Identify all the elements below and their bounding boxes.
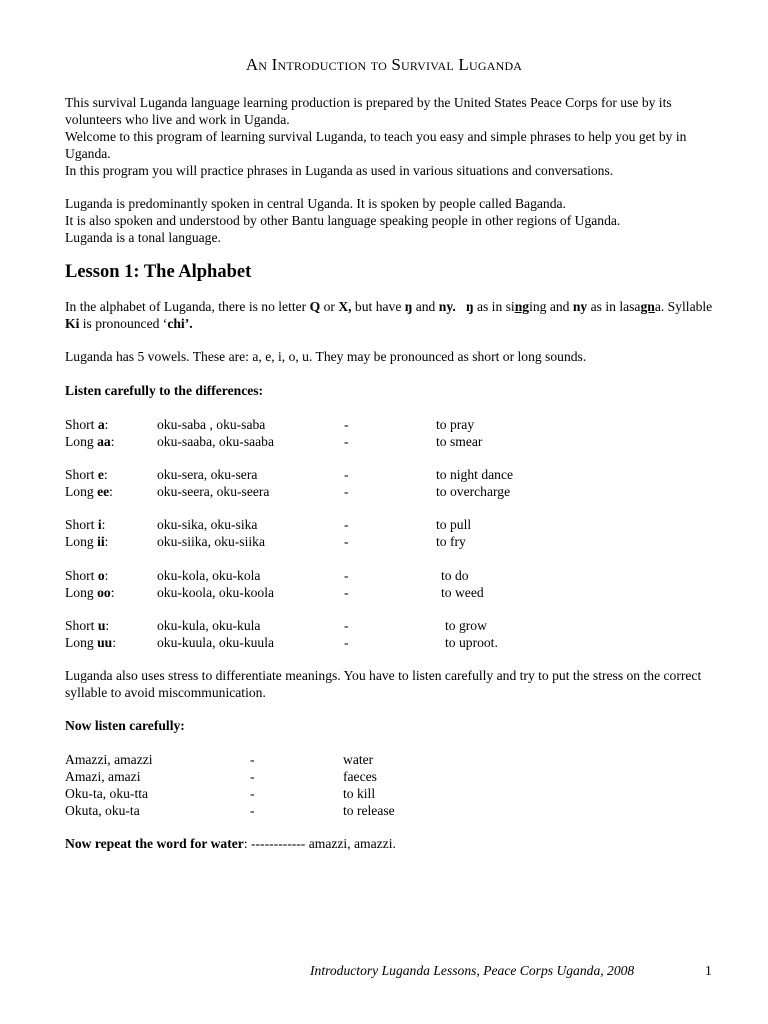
dash: - [344,467,349,482]
pronunciation-chi: chi’. [167,315,193,331]
vowels-paragraph: Luganda has 5 vowels. These are: a, e, i, o, u. They may be pronounced as short or long sounds. [65,349,587,364]
letter-q: Q [309,299,321,314]
about-line: It is also spoken and understood by other Bantu language speaking people in other regions of Uganda. [65,212,621,228]
word: Amazzi, amazzi [65,752,153,767]
example-words: oku-kula, oku-kula [157,618,261,633]
underlined-ng: ng [514,299,530,314]
meaning: to smear [436,434,483,449]
syllable-ki: Ki [65,315,80,331]
alphabet-paragraph [65,299,715,333]
meaning: to release [343,803,395,818]
meaning: water [343,752,374,767]
example-words: oku-sera, oku-sera [157,467,258,482]
vowel-label: Long uu: [65,635,116,650]
example-words: oku-saba , oku-saba [157,417,266,432]
letter-eng: ŋ [465,299,474,314]
about-line: Luganda is predominantly spoken in central Uganda. It is spoken by people called Baganda. [65,196,566,211]
dash: - [344,517,349,532]
text-run: but have [351,299,405,314]
vowel-row [0,618,768,635]
example-words: oku-siika, oku-siika [157,534,265,549]
vowel-label: Long ii: [65,534,109,549]
vowel-label: Long oo: [65,585,115,600]
about-paragraph [65,196,715,247]
word: Oku-ta, oku-tta [65,786,149,801]
meaning: to pull [436,517,472,532]
dash: - [250,752,255,767]
example-words: oku-sika, oku-sika [157,517,258,532]
letter-ny: ny [572,299,588,314]
repeat-instruction [65,836,715,853]
page-number: 1 [705,963,712,978]
page-footer: Introductory Luganda Lessons, Peace Corps Uganda, 2008 [310,963,635,978]
dash: - [344,417,349,432]
vowel-label: Short i: [65,517,106,532]
document-title: An Introduction to Survival Luganda [245,55,523,74]
vowel-label: Long aa: [65,434,115,449]
vowel-row [0,635,768,652]
dash: - [344,568,349,583]
vowel-row [0,484,768,501]
letter-eng: ŋ [404,299,413,314]
text-run: ing and [529,299,573,314]
letter-x: X, [338,299,352,314]
meaning: faeces [343,769,377,784]
intro-line: This survival Luganda language learning production is prepared by the United States Peace Corps for use by its volunteers who live and work in Uganda. [65,95,672,127]
meaning: to grow [445,618,487,633]
stress-paragraph: Luganda also uses stress to differentiate meanings. You have to listen carefully and try to put the stress on the correct syllable to avoid miscommunication. [65,668,702,700]
word: Amazi, amazi [65,769,141,784]
lesson-heading: Lesson 1: The Alphabet [65,262,252,282]
vowel-label: Short e: [65,467,108,482]
example-words: oku-koola, oku-koola [157,585,275,600]
text-run: is pronounced ‘ [79,315,168,331]
dash: - [344,585,349,600]
meaning: to night dance [436,467,514,482]
vowel-row [0,534,768,551]
vowel-row [0,585,768,602]
vowel-label: Short a: [65,417,109,432]
text-run: and [412,299,439,314]
vowel-row [0,517,768,534]
word-row [0,786,768,803]
vowel-row [0,434,768,451]
listen-heading: Listen carefully to the differences: [65,383,264,398]
repeat-answer: : ------------ amazzi, amazzi. [243,836,396,851]
word-row [0,803,768,820]
vowel-label: Short u: [65,618,110,633]
dash: - [344,434,349,449]
text-run: or [320,299,339,314]
example-words: oku-kuula, oku-kuula [157,635,275,650]
word-row [0,769,768,786]
intro-line: In this program you will practice phrases in Luganda as used in various situations and conversations. [65,162,614,178]
meaning: to do [441,568,469,583]
vowel-row [0,417,768,434]
text-run: In the alphabet of Luganda, there is no letter [65,299,310,314]
text-run [456,299,466,314]
example-words: oku-saaba, oku-saaba [157,434,275,449]
example-words: oku-kola, oku-kola [157,568,261,583]
intro-line: Welcome to this program of learning survival Luganda, to teach you easy and simple phrases to help you get by in Uganda. [65,128,687,161]
text-run: as in lasa [587,299,641,314]
word-row [0,752,768,769]
text-run: a. Syllable [654,299,713,314]
dash: - [344,534,349,549]
example-words: oku-seera, oku-seera [157,484,270,499]
meaning: to overcharge [436,484,511,499]
dash: - [344,618,349,633]
letter-ny: ny. [438,299,456,314]
vowel-row [0,568,768,585]
meaning: to uproot. [445,635,498,650]
vowel-label: Short o: [65,568,109,583]
dash: - [344,484,349,499]
repeat-label: Now repeat the word for water [65,836,244,851]
text-run: as in si [473,299,515,314]
dash: - [250,803,255,818]
now-listen-heading: Now listen carefully: [65,718,185,733]
dash: - [344,635,349,650]
about-line: Luganda is a tonal language. [65,229,221,245]
meaning: to kill [343,786,376,801]
vowel-label: Long ee: [65,484,113,499]
meaning: to weed [441,585,484,600]
intro-paragraph [65,95,715,180]
vowel-row [0,467,768,484]
word: Okuta, oku-ta [65,803,140,818]
dash: - [250,769,255,784]
dash: - [250,786,255,801]
meaning: to pray [436,417,475,432]
underlined-gn: gn [640,299,655,314]
meaning: to fry [436,534,466,549]
